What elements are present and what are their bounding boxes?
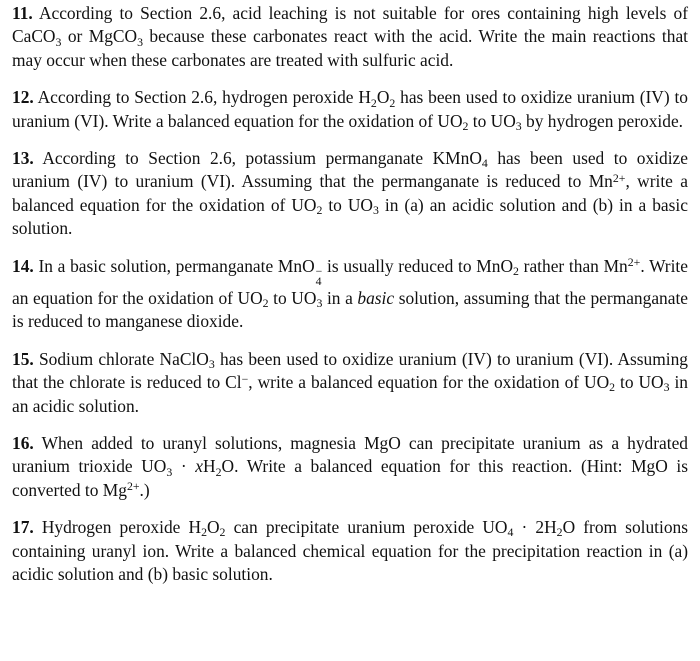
problem-text: in a	[322, 287, 358, 308]
subscript: 2	[262, 296, 269, 311]
subscript: 2	[389, 95, 396, 110]
problem-text: ·	[172, 456, 196, 477]
superscript: −	[315, 263, 323, 278]
problem-number: 11.	[12, 3, 33, 23]
superscript: 2+	[612, 171, 626, 186]
subscript: 2	[215, 464, 222, 479]
problem-item	[12, 516, 688, 586]
problem-text: According to Section 2.6, potassium permanganate KMnO	[42, 148, 482, 169]
problem-text: O. Write a balanced equation for this reaction. (Hint: MgO is converted to Mg	[12, 456, 689, 500]
problem-number: 16.	[12, 432, 34, 453]
problem-text: is usually reduced to MnO	[322, 255, 514, 276]
problem-text: According to Section 2.6, acid leaching is not suitable for ores containing high levels of CaCO	[12, 3, 688, 47]
problem-text: , write a balanced equation for the oxidation of UO	[12, 171, 688, 215]
problem-text: .)	[139, 479, 150, 500]
subscript: 3	[55, 34, 62, 49]
superscript: −	[241, 371, 249, 386]
problem-number: 14.	[12, 255, 34, 276]
problem-number: 15.	[12, 348, 34, 369]
problem-text: has been used to oxidize uranium (IV) to uranium (VI). Write a balanced equation for the oxidation of UO	[12, 87, 688, 131]
subscript: 3	[166, 464, 173, 479]
problem-item	[12, 255, 688, 334]
italic-text: basic	[357, 287, 395, 308]
problem-text: has been used to oxidize uranium (IV) to uranium (VI). Assuming that the permanganate is reduced to Mn	[12, 148, 688, 192]
problem-item	[12, 147, 688, 241]
problem-text: in (a) an acidic solution and (b) in a basic solution.	[12, 194, 688, 239]
problem-text: According to Section 2.6, hydrogen peroxide H	[37, 87, 371, 108]
problem-number: 12.	[12, 87, 34, 108]
problem-text: O from solutions containing uranyl ion. Write a balanced chemical equation for the precipitation reaction in (a) acidic solution and (b) basic solution.	[12, 517, 688, 584]
problem-text: H	[203, 456, 216, 477]
subscript: 2	[316, 203, 323, 218]
problem-text: When added to uranyl solutions, magnesia MgO can precipitate uranium as a hydrated uranium trioxide UO	[12, 432, 688, 477]
problem-number: 17.	[12, 517, 34, 538]
problem-text: solution, assuming that the permanganate is reduced to manganese dioxide.	[12, 287, 689, 332]
problem-item	[12, 432, 688, 502]
problem-item	[12, 86, 688, 133]
problem-text: . Write an equation for the oxidation of UO	[12, 255, 688, 308]
problem-text: in an acidic solution.	[12, 372, 689, 416]
subscript: 3	[208, 357, 215, 372]
problem-text: or MgCO	[61, 26, 138, 47]
subscript: 3	[515, 118, 522, 133]
problem-text: In a basic solution, permanganate MnO	[38, 255, 315, 276]
problem-text: because these carbonates react with the acid. Write the main reactions that may occur when these carbonates are treated with sulfuric acid.	[12, 26, 688, 70]
superscript: 2+	[126, 479, 140, 494]
subscript: 4	[507, 525, 514, 540]
problem-text: , write a balanced equation for the oxidation of UO	[248, 372, 610, 393]
problem-number: 13.	[12, 148, 34, 169]
subscript: 2	[219, 525, 226, 540]
problem-item	[12, 348, 688, 418]
problem-text: has been used to oxidize uranium (IV) to uranium (VI). Assuming that the chlorate is reduced to Cl	[12, 348, 688, 393]
subscript: 2	[513, 263, 519, 278]
subscript: 3	[316, 296, 323, 311]
subscript: 3	[663, 380, 670, 395]
problem-text: to UO	[468, 110, 516, 131]
problem-text: to UO	[615, 372, 664, 393]
subscript: 2	[462, 118, 469, 133]
problem-text: by hydrogen peroxide.	[521, 110, 684, 131]
subscript: 2	[201, 525, 207, 540]
subscript: 3	[372, 203, 379, 218]
subscript: 3	[137, 34, 143, 49]
problem-text: to UO	[268, 287, 317, 308]
problem-text: O	[376, 87, 390, 108]
superscript: 2+	[627, 255, 641, 270]
subscript: 4	[315, 274, 322, 289]
subscript: 2	[370, 95, 377, 110]
problem-text: · 2H	[513, 517, 557, 538]
problem-item	[12, 2, 688, 72]
problem-text: O	[206, 517, 220, 538]
problem-text: to UO	[322, 194, 373, 215]
problem-text: Sodium chlorate NaClO	[38, 348, 209, 369]
problem-text: rather than Mn	[518, 255, 628, 276]
subscript: 4	[481, 156, 488, 171]
problem-text: Hydrogen peroxide H	[41, 517, 202, 538]
subscript: 2	[609, 380, 616, 395]
italic-text: x	[195, 456, 204, 477]
subscript: 2	[556, 525, 563, 540]
problem-text: can precipitate uranium peroxide UO	[225, 517, 508, 538]
